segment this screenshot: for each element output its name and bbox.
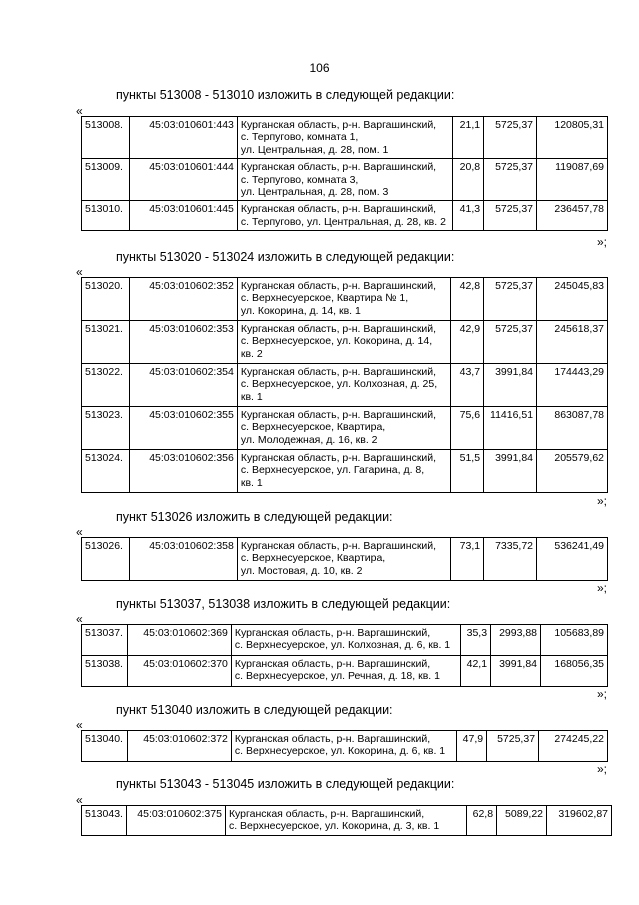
cell-value: 119087,69: [537, 159, 608, 201]
cell-address: [237, 450, 450, 493]
table-row: [82, 656, 608, 687]
cell-cadastral: 45:03:010602:352: [129, 278, 237, 321]
address-line: ул. Кокорина, д. 14, кв. 1: [240, 304, 361, 317]
cell-area: 35,3: [461, 625, 491, 656]
cell-rate: 5725,37: [487, 731, 539, 762]
cell-value: 105683,89: [541, 625, 608, 656]
open-quote-2: «: [76, 265, 83, 279]
address-line: Курганская область, р-н. Варгашинский,: [240, 203, 437, 216]
address-line: с. Верхнесуерское, ул. Колхозная, д. 25,: [240, 378, 438, 391]
address-line: Курганская область, р-н. Варгашинский,: [234, 733, 431, 745]
cell-cadastral: 45:03:010602:353: [129, 321, 237, 364]
cell-address: [237, 364, 450, 407]
cell-address: [231, 731, 456, 762]
open-quote-4: «: [76, 612, 83, 626]
address-line: Курганская область, р-н. Варгашинский,: [240, 161, 437, 174]
address-line: с. Терпугово, комната 1,: [240, 131, 359, 144]
address-line: с. Верхнесуерское, ул. Речная, д. 18, кв. 1: [234, 670, 440, 683]
cell-num: 513040.: [82, 731, 128, 762]
cell-value: 174443,29: [537, 364, 608, 407]
cell-value: 236457,78: [537, 201, 608, 231]
cell-num: 513020.: [82, 278, 130, 321]
cell-value: 863087,78: [537, 407, 608, 450]
cell-area: 51,5: [451, 450, 484, 493]
cell-rate: 7335,72: [484, 538, 537, 581]
table-row: [82, 407, 608, 450]
cell-rate: 5725,37: [484, 117, 537, 159]
cell-area: 21,1: [453, 117, 484, 159]
cell-area: 42,8: [451, 278, 484, 321]
cell-address: [237, 201, 452, 231]
cell-num: 513008.: [82, 117, 130, 159]
cell-cadastral: 45:03:010602:358: [129, 538, 237, 581]
cell-num: 513026.: [82, 538, 130, 581]
cell-value: 274245,22: [539, 731, 608, 762]
cell-rate: 5725,37: [484, 278, 537, 321]
cell-address: [231, 625, 460, 656]
cell-rate: 5725,37: [484, 159, 537, 201]
address-line: Курганская область, р-н. Варгашинский,: [234, 627, 431, 639]
cell-cadastral: 45:03:010602:354: [129, 364, 237, 407]
cell-area: 20,8: [453, 159, 484, 201]
table-row: [82, 278, 608, 321]
cell-num: 513043.: [82, 806, 127, 836]
address-line: Курганская область, р-н. Варгашинский,: [240, 540, 437, 552]
table-2: [81, 277, 608, 493]
address-line: Курганская область, р-н. Варгашинский,: [240, 409, 437, 421]
cell-num: 513023.: [82, 407, 130, 450]
open-quote-5: «: [76, 718, 83, 732]
address-line: ул. Центральная, д. 28, пом. 3: [240, 186, 389, 199]
cell-area: 43,7: [451, 364, 484, 407]
open-quote-1: «: [76, 104, 83, 118]
address-line: ул. Центральная, д. 28, пом. 1: [240, 143, 389, 156]
cell-address: [231, 656, 460, 687]
open-quote-6: «: [76, 793, 83, 807]
table-1: [81, 116, 608, 231]
section-heading-4: пункты 513037, 513038 изложить в следующей редакции:: [116, 597, 451, 611]
cell-area: 62,8: [467, 806, 497, 836]
section-heading-3: пункт 513026 изложить в следующей редакции:: [116, 510, 393, 524]
cell-value: 319602,87: [547, 806, 612, 836]
cell-address: [237, 407, 450, 450]
cell-address: [237, 159, 452, 201]
cell-cadastral: 45:03:010602:356: [129, 450, 237, 493]
table-row: [82, 117, 608, 159]
address-line: с. Верхнесуерское, ул. Колхозная, д. 6, кв. 1: [234, 639, 451, 652]
cell-cadastral: 45:03:010601:443: [129, 117, 237, 159]
cell-rate: 3991,84: [484, 364, 537, 407]
cell-cadastral: 45:03:010602:375: [126, 806, 225, 836]
cell-address: [237, 117, 452, 159]
section-heading-2: пункты 513020 - 513024 изложить в следующей редакции:: [116, 250, 455, 264]
cell-area: 42,9: [451, 321, 484, 364]
address-line: с. Верхнесуерское, Квартира,: [240, 552, 386, 565]
close-quote-3: »;: [597, 581, 608, 595]
cell-num: 513024.: [82, 450, 130, 493]
cell-value: 168056,35: [541, 656, 608, 687]
address-line: Курганская область, р-н. Варгашинский,: [240, 323, 437, 335]
address-line: с. Верхнесуерское, ул. Кокорина, д. 3, кв. 1: [228, 820, 440, 833]
address-line: с. Верхнесуерское, Квартира,: [240, 421, 386, 434]
cell-num: 513009.: [82, 159, 130, 201]
address-line: Курганская область, р-н. Варгашинский,: [240, 452, 437, 464]
table-6: [81, 805, 612, 836]
cell-rate: 3991,84: [484, 450, 537, 493]
address-line: с. Терпугово, ул. Центральная, д. 28, кв. 2: [240, 215, 446, 228]
table-row: [82, 806, 612, 836]
address-line: с. Верхнесуерское, ул. Гагарина, д. 8,: [240, 464, 425, 477]
cell-address: [237, 278, 450, 321]
section-heading-1: пункты 513008 - 513010 изложить в следующей редакции:: [116, 88, 455, 102]
address-line: с. Терпугово, комната 3,: [240, 173, 359, 186]
address-line: кв. 1: [240, 476, 263, 489]
cell-area: 42,1: [461, 656, 491, 687]
address-line: с. Верхнесуерское, ул. Кокорина, д. 14,: [240, 335, 433, 348]
table-row: [82, 201, 608, 231]
address-line: Курганская область, р-н. Варгашинский,: [234, 658, 431, 670]
cell-rate: 2993,88: [491, 625, 541, 656]
cell-value: 245618,37: [537, 321, 608, 364]
cell-num: 513037.: [82, 625, 128, 656]
table-row: [82, 321, 608, 364]
cell-num: 513010.: [82, 201, 130, 231]
address-line: ул. Молодежная, д. 16, кв. 2: [240, 433, 378, 446]
address-line: с. Верхнесуерское, Квартира № 1,: [240, 292, 409, 305]
close-quote-1: »;: [597, 235, 608, 249]
address-line: Курганская область, р-н. Варгашинский,: [240, 366, 437, 378]
cell-cadastral: 45:03:010602:369: [127, 625, 231, 656]
cell-num: 513038.: [82, 656, 128, 687]
table-3: [81, 537, 608, 581]
close-quote-4: »;: [597, 687, 608, 701]
cell-cadastral: 45:03:010602:370: [127, 656, 231, 687]
open-quote-3: «: [76, 525, 83, 539]
table-4: [81, 624, 608, 687]
close-quote-5: »;: [597, 762, 608, 776]
address-line: ул. Мостовая, д. 10, кв. 2: [240, 564, 363, 577]
cell-value: 245045,83: [537, 278, 608, 321]
cell-area: 41,3: [453, 201, 484, 231]
table-row: [82, 450, 608, 493]
cell-area: 47,9: [457, 731, 487, 762]
address-line: с. Верхнесуерское, ул. Кокорина, д. 6, кв. 1: [234, 745, 446, 758]
cell-rate: 5089,22: [497, 806, 547, 836]
address-line: кв. 2: [240, 347, 263, 360]
cell-address: [237, 321, 450, 364]
address-line: Курганская область, р-н. Варгашинский,: [228, 808, 425, 820]
cell-area: 73,1: [451, 538, 484, 581]
cell-cadastral: 45:03:010601:445: [129, 201, 237, 231]
address-line: Курганская область, р-н. Варгашинский,: [240, 119, 437, 131]
address-line: кв. 1: [240, 390, 263, 403]
cell-value: 205579,62: [537, 450, 608, 493]
cell-num: 513021.: [82, 321, 130, 364]
table-row: [82, 538, 608, 581]
table-row: [82, 364, 608, 407]
cell-area: 75,6: [451, 407, 484, 450]
cell-rate: 11416,51: [484, 407, 537, 450]
address-line: Курганская область, р-н. Варгашинский,: [240, 280, 437, 292]
table-row: [82, 159, 608, 201]
cell-rate: 5725,37: [484, 201, 537, 231]
cell-value: 120805,31: [537, 117, 608, 159]
cell-rate: 5725,37: [484, 321, 537, 364]
cell-value: 536241,49: [537, 538, 608, 581]
section-heading-6: пункты 513043 - 513045 изложить в следующей редакции:: [116, 777, 455, 791]
cell-cadastral: 45:03:010602:372: [127, 731, 231, 762]
table-row: [82, 731, 608, 762]
cell-rate: 3991,84: [491, 656, 541, 687]
table-row: [82, 625, 608, 656]
cell-num: 513022.: [82, 364, 130, 407]
cell-address: [237, 538, 450, 581]
close-quote-2: »;: [597, 494, 608, 508]
page-number: 106: [309, 61, 330, 75]
section-heading-5: пункт 513040 изложить в следующей редакции:: [116, 703, 393, 717]
cell-cadastral: 45:03:010602:355: [129, 407, 237, 450]
cell-cadastral: 45:03:010601:444: [129, 159, 237, 201]
cell-address: [225, 806, 466, 836]
table-5: [81, 730, 608, 762]
